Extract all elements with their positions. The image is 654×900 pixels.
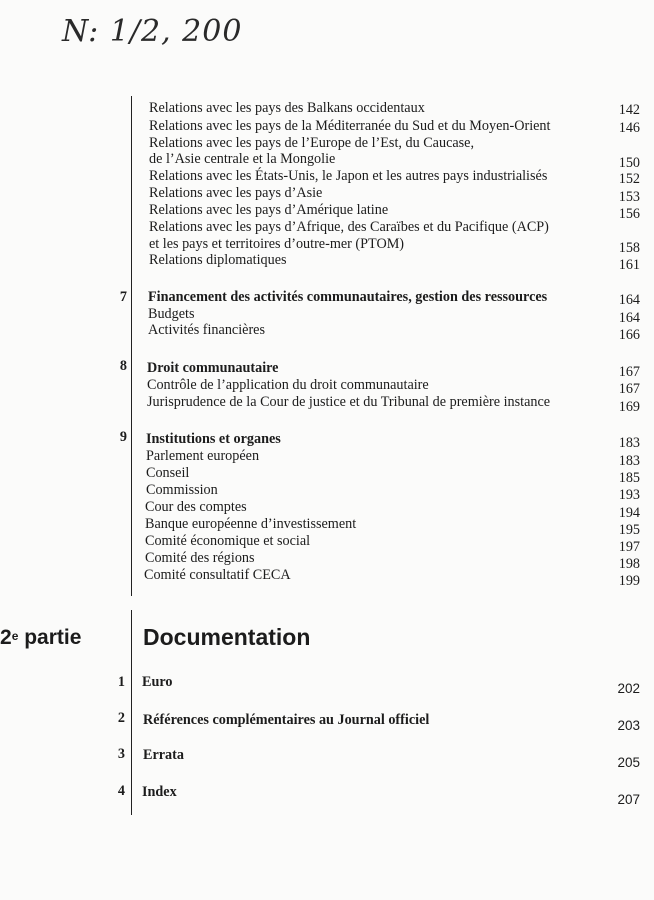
toc-entry-page: 183 (618, 453, 640, 469)
toc-entry-page: 146 (618, 120, 640, 136)
section-title: Euro (142, 674, 173, 690)
toc-entry-text: Relations avec les États-Unis, le Japon et les autres pays industrialisés (149, 168, 548, 184)
toc-entry-text: Jurisprudence de la Cour de justice et du Tribunal de première instance (147, 394, 551, 410)
toc-entry-text: Comité consultatif CECA (144, 567, 291, 583)
toc-entry-text: et les pays et territoires d’outre-mer (PTOM) (149, 236, 405, 252)
toc-entry-text: de l’Asie centrale et la Mongolie (149, 151, 336, 167)
chapter-title: Droit communautaire (147, 360, 279, 376)
chapter-number: 9 (119, 429, 127, 445)
toc-entry-page: 142 (618, 102, 640, 118)
toc-entry-text: Relations avec les pays de l’Europe de l’Est, du Caucase, (149, 135, 475, 151)
toc-entry-text: Banque européenne d’investissement (145, 516, 357, 532)
chapter-page: 167 (618, 364, 640, 380)
chapter-title: Institutions et organes (146, 431, 281, 447)
toc-entry-page: 198 (618, 556, 640, 572)
toc-entry-text: Relations avec les pays de la Méditerranée du Sud et du Moyen-Orient (149, 118, 551, 134)
section-number: 3 (117, 746, 125, 762)
section-title: Index (142, 784, 177, 800)
toc-entry-page: 161 (618, 257, 640, 273)
toc-entry-page: 199 (618, 573, 640, 589)
section-page: 207 (617, 792, 640, 807)
toc-entry-page: 150 (618, 155, 640, 171)
vertical-rule-bottom (131, 610, 132, 815)
toc-entry-text: Conseil (146, 465, 190, 481)
toc-entry-page: 158 (618, 240, 640, 256)
part-label-number: 2 (0, 626, 12, 649)
section-page: 202 (617, 681, 640, 696)
section-title: Références complémentaires au Journal officiel (143, 712, 430, 728)
chapter-page: 164 (618, 292, 640, 308)
toc-entry-page: 164 (618, 310, 640, 326)
section-title: Errata (143, 747, 184, 763)
section-number: 1 (117, 674, 125, 690)
toc-entry-text: Contrôle de l’application du droit communautaire (147, 377, 429, 393)
toc-entry-page: 153 (618, 189, 640, 205)
toc-entry-text: Activités financières (148, 322, 265, 338)
vertical-rule-top (131, 96, 132, 596)
handwritten-annotation: N: 1/2, 200 (62, 14, 243, 49)
part-label (0, 626, 81, 650)
section-number: 2 (117, 710, 125, 726)
toc-entry-page: 185 (618, 470, 640, 486)
toc-entry-page: 195 (618, 522, 640, 538)
toc-entry-text: Comité des régions (145, 550, 255, 566)
section-page: 205 (617, 755, 640, 770)
toc-entry-text: Relations avec les pays d’Asie (149, 185, 323, 201)
toc-entry-page: 193 (618, 487, 640, 503)
toc-entry-text: Relations avec les pays d’Afrique, des Caraïbes et du Pacifique (ACP) (149, 219, 549, 235)
part-title: Documentation (143, 624, 311, 650)
toc-entry-text: Commission (146, 482, 218, 498)
toc-entry-text: Relations avec les pays d’Amérique latine (149, 202, 389, 218)
part-label-suffix: e (11, 629, 19, 643)
toc-entry-text: Parlement européen (146, 448, 260, 464)
section-number: 4 (117, 783, 125, 799)
toc-entry-text: Cour des comptes (145, 499, 247, 515)
toc-entry-text: Relations avec les pays des Balkans occidentaux (149, 100, 425, 116)
toc-entry-page: 166 (618, 327, 640, 343)
chapter-title: Financement des activités communautaires, gestion des ressources (148, 289, 548, 305)
toc-entry-page: 194 (618, 505, 640, 521)
chapter-page: 183 (618, 435, 640, 451)
toc-entry-page: 152 (618, 171, 640, 187)
toc-entry-page: 167 (618, 381, 640, 397)
toc-entry-text: Relations diplomatiques (149, 252, 287, 268)
toc-entry-text: Comité économique et social (145, 533, 311, 549)
toc-entry-page: 197 (618, 539, 640, 555)
toc-entry-page: 169 (618, 399, 640, 415)
chapter-number: 8 (119, 358, 127, 374)
toc-entry-text: Budgets (148, 306, 195, 322)
part-label-word: partie (18, 626, 82, 649)
toc-entry-page: 156 (618, 206, 640, 222)
chapter-number: 7 (119, 289, 127, 305)
section-page: 203 (617, 718, 640, 733)
